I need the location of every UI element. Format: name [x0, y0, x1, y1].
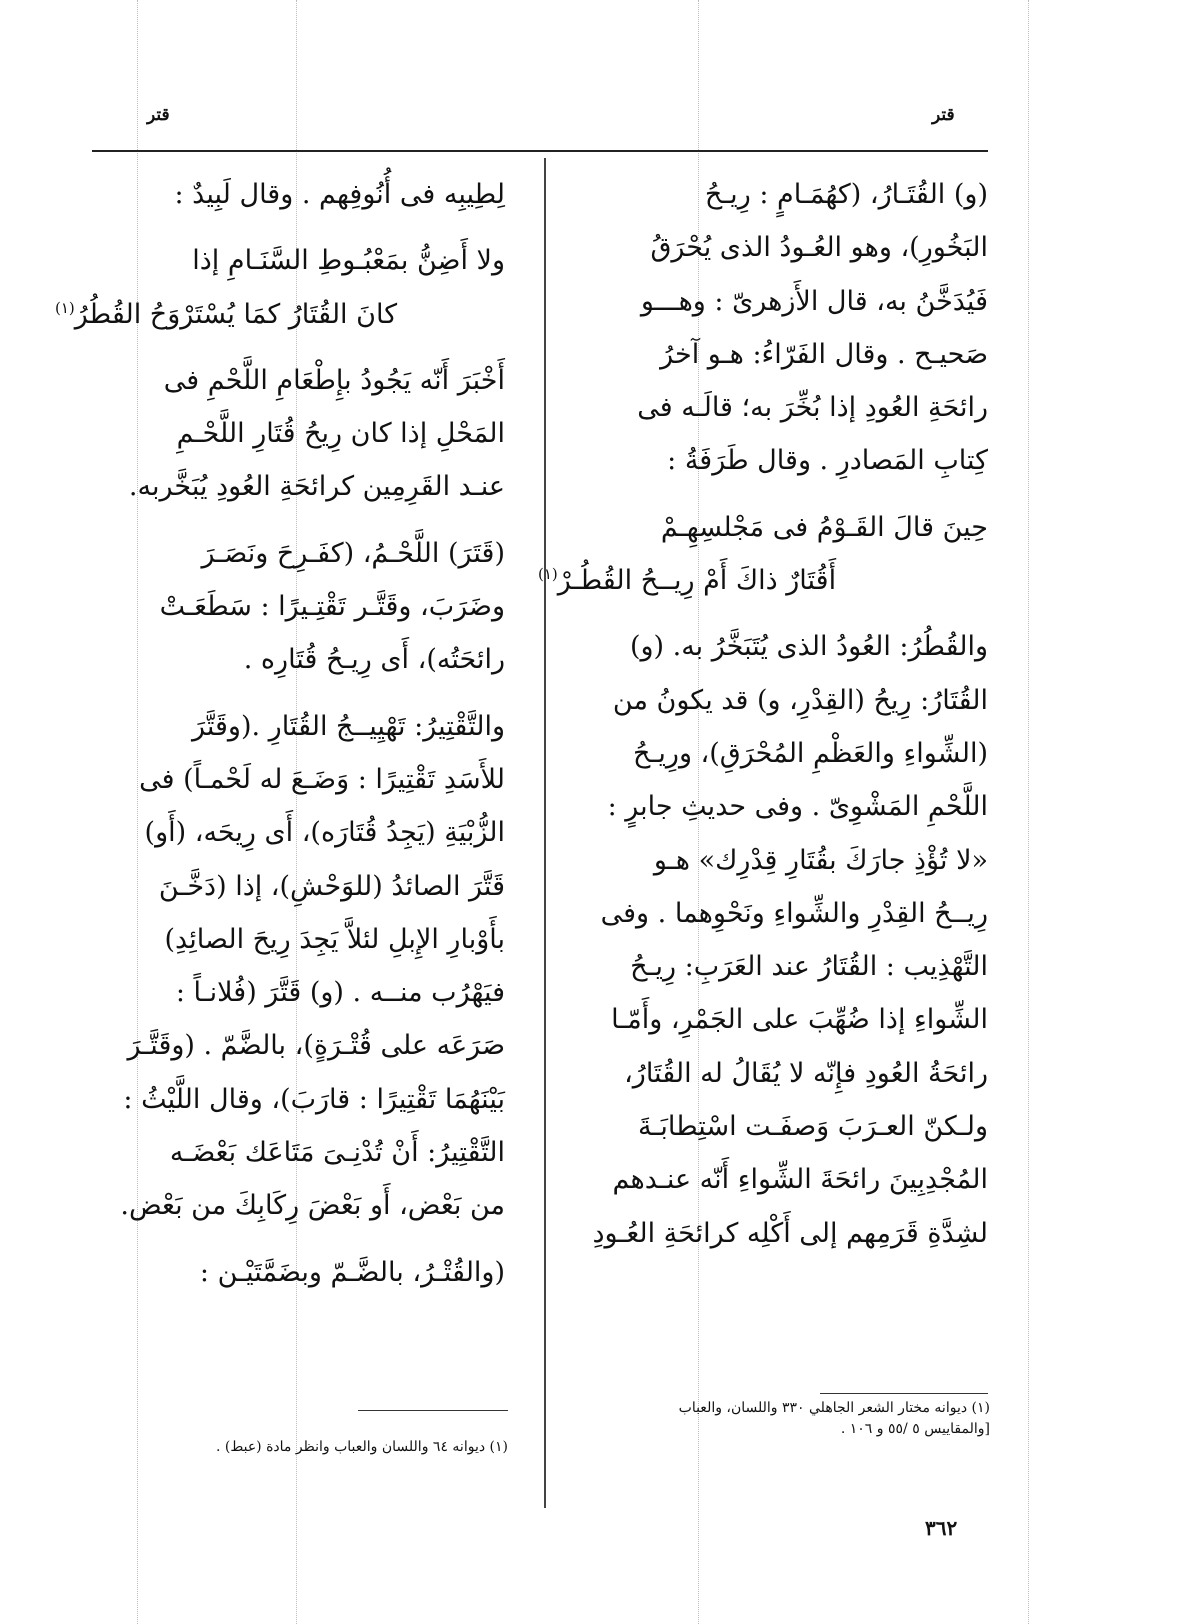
text-line: التَّقْتِيرُ: أَنْ تُدْنِـىَ مَتَاعَك بَعْضَـه: [169, 1137, 505, 1169]
text-line: صَرَعَه على قُتْـرَةٍ)، بالضَّمّ . (وقَتَّـرَ: [127, 1030, 505, 1062]
text-line: «لا تُؤْذِ جارَكَ بقُتَارِ قِدْرِك» هـو: [653, 844, 988, 876]
footnote-rule-right: [820, 1393, 988, 1394]
footnote-ref: (١): [538, 565, 558, 584]
running-header-left: قتر: [147, 105, 170, 125]
text-line: التَّهْذِيب : القُتَارُ عند العَرَبِ: رِيـحُ: [630, 951, 988, 983]
text-line: اللَّحْمِ المَشْوِىّ . وفى حديثِ جابرٍ :: [607, 791, 988, 823]
text-line: رائحَةُ العُودِ فإِنّه لا يُقَالُ له القُتَارُ،: [624, 1057, 988, 1089]
text-line: رِيــحُ القِدْرِ والشِّواءِ ونَحْوِهما . وفى: [600, 897, 988, 929]
text-line: (الشِّواءِ والعَظْمِ المُحْرَقِ)، ورِيـحُ: [633, 737, 988, 769]
text-line: ولـكنّ العـرَبَ وَصفَـت اسْتِطابَـةَ: [638, 1111, 988, 1143]
footnote-line: (١) ديوانه ٦٤ واللسان والعباب وانظر مادة (عبط) .: [215, 1439, 508, 1455]
text-line: أَخْبَرَ أَنّه يَجُودُ بإِطْعَامِ اللَّحْمِ فى: [163, 364, 505, 396]
text-line: رائحَةِ العُودِ إذا بُخِّرَ به؛ قالَـه فى: [637, 392, 988, 424]
footnote-left: [92, 1437, 508, 1458]
header-rule: [92, 150, 988, 152]
text-line: والتَّقْتِيرُ: تَهْيِيــجُ القُتَارِ .(وقَتَّرَ: [191, 710, 505, 742]
text-line: (و) القُتَـارُ، (كهُمَـامٍ : رِيـحُ: [704, 179, 988, 210]
footnote-right: [560, 1398, 990, 1440]
text-line: القُتَارُ: رِيحُ (القِدْرِ، و) قد يكونُ من: [612, 684, 988, 716]
text-line: وضَرَبَ، وقَتَّـر تَقْتِـيرًا : سَطَعَـتْ: [159, 591, 505, 623]
scan-line: [1028, 0, 1029, 1624]
poem-line: حِينَ قالَ القَـوْمُ فى مَجْلسِهِـمْ: [660, 511, 988, 543]
page-number: ٣٦٢: [925, 1516, 958, 1540]
text-line: (والقُتْـرُ، بالضَّـمّ وبضَمَّتَيْـن :: [199, 1256, 505, 1288]
text-line: الشِّواءِ إذا ضُهِّبَ على الجَمْرِ، وأَمّـا: [611, 1004, 988, 1036]
text-line: لِطِيبِه فى أُنُوفِهم . وقال لَبِيدٌ :: [174, 179, 505, 210]
text-line: عنـد القَرِمِين كرائحَةِ العُودِ يُبَخَّربه.: [128, 471, 505, 503]
text-line: (قَتَرَ) اللَّحْـمُ، (كفَـرِحَ ونَصَـرَ: [201, 537, 505, 569]
left-column: [55, 168, 505, 1299]
poem-line: أَقُتَارٌ ذاكَ أَمْ رِيــحُ القُطُـرْ$^{(١)}$: [538, 565, 837, 597]
right-column: [538, 168, 988, 1260]
footnote-rule-left: [358, 1410, 508, 1411]
text-line: لشِدَّةِ قَرَمِهم إلى أَكْلِه كرائحَةِ العُـودِ: [592, 1217, 988, 1249]
text-line: رائحَتُه)، أَى رِيـحُ قُتَارِه .: [243, 644, 505, 676]
text-line: والقُطُرُ: العُودُ الذى يُتَبَخَّرُ به. (و): [629, 631, 988, 663]
column-divider: [544, 158, 546, 1508]
text-line: المُجْدِبِينَ رائحَةَ الشِّواءِ أَنّه عنـدهم: [612, 1164, 988, 1196]
footnote-ref: (١): [55, 298, 75, 317]
text-line: كِتابِ المَصادرِ . وقال طَرَفَةُ :: [667, 445, 988, 477]
footnote-line: (١) ديوانه مختار الشعر الجاهلي ٣٣٠ واللسان، والعباب: [678, 1400, 990, 1416]
poem-line: ولا أَضِنُّ بمَعْبُـوطِ السَّنَـامِ إذا: [192, 245, 505, 277]
text-line: للأَسَدِ تَقْتِيرًا : وَضَـعَ له لَحْمـاً) فى: [139, 763, 505, 795]
text-line: فيَهْرُب منــه . (و) قَتَّرَ (فُلانـاً :: [175, 977, 505, 1009]
footnote-line: [والمقاييس ٥ /٥٥ و ١٠٦ .: [840, 1421, 990, 1437]
text-line: بَيْنَهُمَا تَقْتِيرًا : قارَبَ)، وقال اللَّيْثُ :: [123, 1083, 505, 1115]
text-line: قَتَّرَ الصائدُ (للوَحْشِ)، إذا (دَخَّـنَ: [158, 870, 505, 902]
text-line: البَخُورِ)، وهو العُـودُ الذى يُحْرَقُ: [650, 232, 988, 264]
text-line: بأَوْبارِ الإِبلِ لئلاَّ يَجِدَ رِيحَ الصائِدِ): [164, 923, 505, 955]
text-line: المَحْلِ إذا كان رِيحُ قُتَارِ اللَّحْـمِ: [176, 418, 505, 450]
running-header-right: قتر: [932, 105, 955, 125]
poem-line: كانَ القُتَارُ كمَا يُسْتَرْوَحُ القُطُرُ$^{(١)}$: [55, 298, 398, 330]
text-line: صَحيـح . وقال الفَرّاءُ: هـو آخرُ: [660, 338, 988, 370]
text-line: فَيُدَخَّنُ به، قال الأَزهرىّ : وهـــو: [640, 285, 988, 317]
text-line: الزُّبْيَةِ (يَجِدُ قُتَارَه)، أَى رِيحَه، (أَو): [144, 817, 505, 849]
text-line: من بَعْض، أَو بَعْضَ رِكَابِكَ من بَعْض.: [120, 1190, 505, 1222]
